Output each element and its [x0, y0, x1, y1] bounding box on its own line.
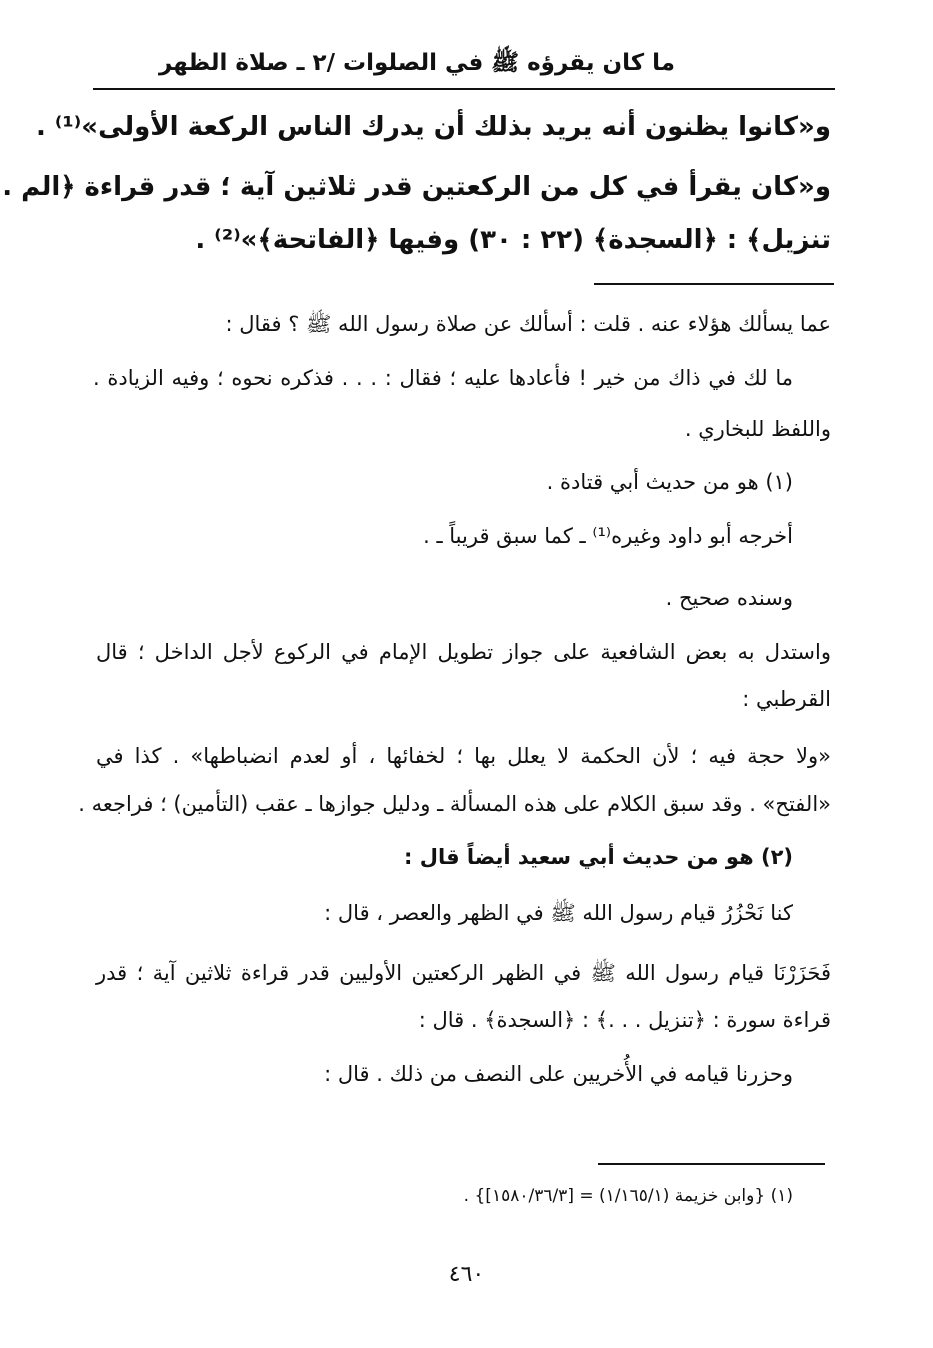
note-line-15: وحزرنا قيامه في الأُخريين على النصف من ذلك . قال : — [324, 1062, 793, 1086]
footnote-divider — [598, 1163, 825, 1165]
note-line-4: (١) هو من حديث أبي قتادة . — [546, 470, 793, 494]
note-line-8: القرطبي : — [742, 687, 831, 711]
note-line-1: عما يسألك هؤلاء عنه . قلت : أسألك عن صلاة رسول الله ﷺ ؟ فقال : — [225, 312, 831, 336]
main-text-line-3: تنزيل﴾ : ﴿السجدة﴾ (٢٢ : ٣٠) وفيها ﴿الفاتحة﴾»⁽²⁾ . — [195, 225, 831, 255]
page-number: ٤٦٠ — [448, 1262, 485, 1287]
note-line-3: واللفظ للبخاري . — [684, 417, 831, 441]
main-text-line-2: و«كان يقرأ في كل من الركعتين قدر ثلاثين آية ؛ قدر قراءة ﴿الم . — [2, 172, 831, 202]
footnote-1: (١) {وابن خزيمة (١/١٦٥/١) = [١٥٨٠/٣٦/٣]} . — [463, 1186, 793, 1206]
note-line-7: واستدل به بعض الشافعية على جواز تطويل الإمام في الركوع لأجل الداخل ؛ قال — [96, 640, 831, 664]
note-line-5: أخرجه أبو داود وغيره⁽¹⁾ ـ كما سبق قريباً ـ . — [423, 524, 793, 548]
note-line-14: قراءة سورة : ﴿تنزيل . . .﴾ : ﴿السجدة﴾ . قال : — [418, 1008, 831, 1032]
note-line-13: فَحَزَرْنَا قيام رسول الله ﷺ في الظهر الركعتين الأوليين قدر قراءة ثلاثين آية ؛ قدر — [96, 961, 831, 985]
note-line-6: وسنده صحيح . — [665, 586, 793, 610]
note-line-2: ما لك في ذاك من خير ! فأعادها عليه ؛ فقال : . . . فذكره نحوه ؛ وفيه الزيادة . — [93, 366, 793, 390]
note-line-11: (٢) هو من حديث أبي سعيد أيضاً قال : — [404, 845, 793, 869]
note-line-9: «ولا حجة فيه ؛ لأن الحكمة لا يعلل بها ؛ لخفائها ، أو لعدم انضباطها» . كذا في — [96, 744, 831, 768]
header-divider — [93, 88, 835, 90]
note-line-12: كنا نَحْزُرُ قيام رسول الله ﷺ في الظهر والعصر ، قال : — [324, 901, 793, 925]
running-header: ما كان يقرؤه ﷺ في الصلوات /٢ ـ صلاة الظهر — [158, 50, 675, 76]
section-divider — [594, 283, 834, 285]
main-text-line-1: و«كانوا يظنون أنه يريد بذلك أن يدرك الناس الركعة الأولى»⁽¹⁾ . — [35, 112, 831, 142]
note-line-10: «الفتح» . وقد سبق الكلام على هذه المسألة ـ ودليل جوازها ـ عقب (التأمين) ؛ فراجعه . — [78, 792, 831, 816]
